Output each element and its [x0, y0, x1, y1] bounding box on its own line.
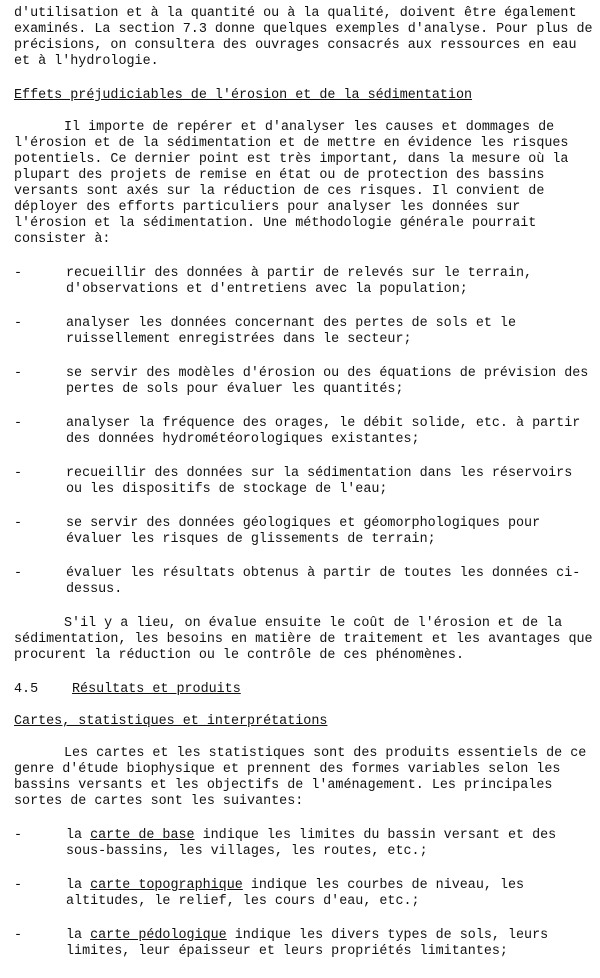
intro-paragraph: d'utilisation et à la quantité ou à la qualité, doivent être également examinés. La section 7.3 donne quelques exemples d'analyse. Pour plus de précisions, on consultera des ouvrages consacrés aux ressources en eau et à l'hydrologie.: [14, 6, 593, 69]
list-item: [14, 466, 594, 498]
bullet-dash: -: [14, 266, 23, 281]
carte-term: carte topographique: [90, 878, 243, 893]
bullet-dash: -: [14, 316, 23, 331]
bullet-dash: -: [14, 366, 23, 381]
list-item: [14, 416, 594, 448]
list-item: [14, 828, 594, 860]
effets-paragraph: Il importe de repérer et d'analyser les causes et dommages de l'érosion et de la sédimentation et de mettre en évidence les risques potentiels. Ce dernier point est très important, dans la mesure où la plupart des projets de remise en état ou de protection des bassins versants sont axés sur la réduction de ces risques. Il convient de déployer des efforts particuliers pour analyser les données sur l'érosion et la sédimentation. Une méthodologie générale pourrait consister à:: [14, 120, 569, 247]
bullet-dash: -: [14, 416, 23, 431]
list-item: [14, 516, 594, 548]
list-item-text: se servir des données géologiques et géomorphologiques pour évaluer les risques de glissements de terrain;: [66, 516, 541, 547]
list-item-text: analyser la fréquence des orages, le débit solide, etc. à partir des données hydrométéorologiques existantes;: [66, 416, 581, 447]
list-item-rest: indique les courbes de niveau, les altitudes, le relief, les cours d'eau, etc.;: [66, 878, 525, 909]
list-item: [14, 266, 594, 298]
list-item-rest: indique les divers types de sols, leurs limites, leur épaisseur et leurs propriétés limitantes;: [66, 928, 549, 959]
list-item-text: se servir des modèles d'érosion ou des équations de prévision des pertes de sols pour évaluer les quantités;: [66, 366, 589, 397]
document-page: [14, 6, 594, 978]
list-item: [14, 566, 594, 598]
list-item: [14, 316, 594, 348]
cartes-paragraph: Les cartes et les statistiques sont des produits essentiels de ce genre d'étude biophysique et prennent des formes variables selon les bassins versants et les objectifs de l'aménagement. Les principales sortes de cartes sont les suivantes:: [14, 746, 587, 809]
section-number: 4.5: [14, 682, 39, 697]
bullet-dash: -: [14, 878, 23, 893]
list-item-prefix: la: [66, 928, 91, 943]
section-title: Résultats et produits: [72, 682, 241, 697]
effets-heading: Effets préjudiciables de l'érosion et de la sédimentation: [14, 88, 473, 103]
bullet-dash: -: [14, 516, 23, 531]
list-item-text: évaluer les résultats obtenus à partir de toutes les données ci-dessus.: [66, 566, 581, 597]
list-item-text: recueillir des données à partir de relevés sur le terrain, d'observations et d'entretiens avec la population;: [66, 266, 533, 297]
list-item: [14, 878, 594, 910]
section-heading: [14, 682, 594, 698]
bullet-dash: -: [14, 466, 23, 481]
list-item-text: analyser les données concernant des pertes de sols et le ruissellement enregistrées dans le secteur;: [66, 316, 516, 347]
list-item-prefix: la: [66, 878, 91, 893]
list-item-rest: indique les limites du bassin versant et des sous-bassins, les villages, les routes, etc.;: [66, 828, 557, 859]
carte-term: carte de base: [90, 828, 195, 843]
list-item: [14, 366, 594, 398]
cartes-bullet-list: [14, 828, 594, 960]
bullet-dash: -: [14, 566, 23, 581]
list-item-prefix: la: [66, 828, 91, 843]
effets-conclusion: S'il y a lieu, on évalue ensuite le coût de l'érosion et de la sédimentation, les besoins en matière de traitement et les avantages que procurent la réduction ou le contrôle de ces phénomènes.: [14, 616, 593, 663]
bullet-dash: -: [14, 828, 23, 843]
effets-bullet-list: [14, 266, 594, 598]
bullet-dash: -: [14, 928, 23, 943]
carte-term: carte pédologique: [90, 928, 227, 943]
list-item-text: recueillir des données sur la sédimentation dans les réservoirs ou les dispositifs de stockage de l'eau;: [66, 466, 573, 497]
cartes-heading: Cartes, statistiques et interprétations: [14, 714, 328, 729]
list-item: [14, 928, 594, 960]
